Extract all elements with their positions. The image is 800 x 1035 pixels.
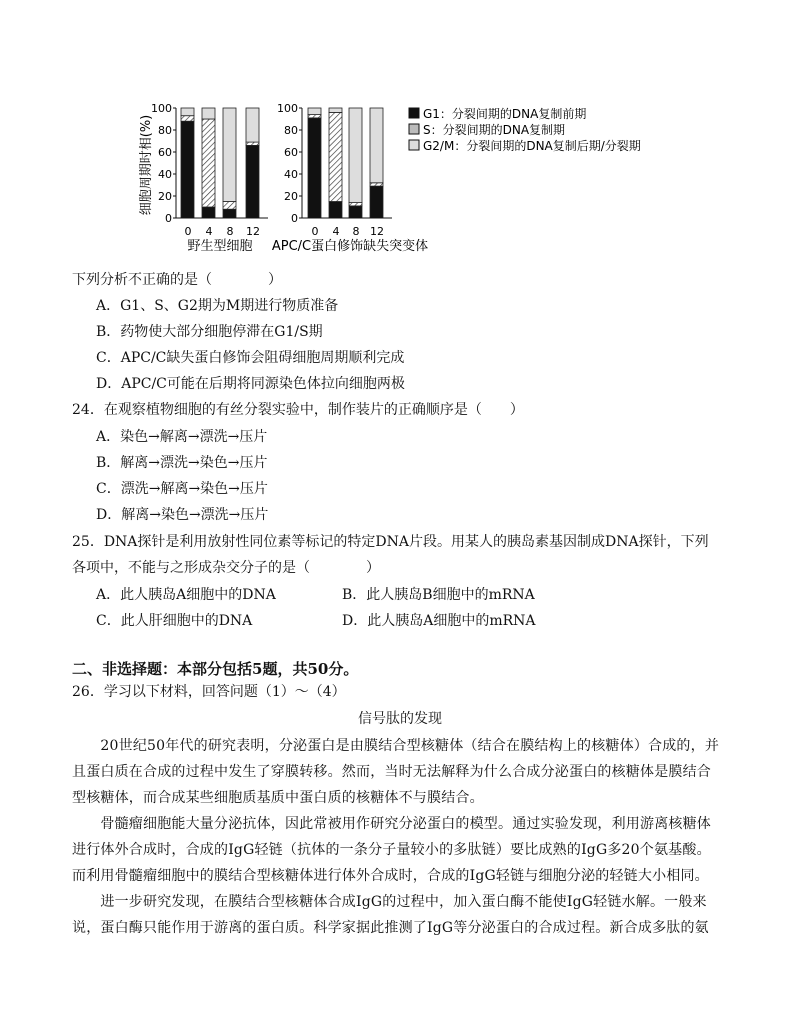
xtick-left-4: 4 (205, 225, 213, 238)
bar-mutant-12-g1 (370, 186, 383, 218)
article-line-4: 骨髓瘤细胞能大量分泌抗体，因此常被用作研究分泌蛋白的模型。通过实验发现，利用游离核糖体 (72, 816, 711, 832)
bar-mutant-12-s (370, 183, 383, 186)
q24-option-b: B．解离→漂洗→染色→压片 (96, 455, 268, 471)
q25-stem-line2: 各项中，不能与之形成杂交分子的是（ ） (72, 560, 380, 576)
q25-stem-line1: 25．DNA探针是利用放射性同位素等标记的特定DNA片段。用某人的胰岛素基因制成DNA探针，下列 (72, 534, 709, 550)
bar-wildtype-12-g1 (246, 145, 259, 218)
legend-swatch-g1 (409, 108, 419, 118)
bar-mutant-8-g1 (349, 206, 362, 218)
q23-option-d: D．APC/C可能在后期将同源染色体拉向细胞两极 (96, 376, 405, 392)
xtick-left-12: 12 (246, 225, 260, 238)
article-line-2: 且蛋白质在合成的过程中发生了穿膜转移。然而，当时无法解释为什么合成分泌蛋白的核糖体是膜结合 (72, 764, 711, 780)
bar-wildtype-0-s (181, 116, 194, 122)
ytick-left-60: 60 (158, 146, 172, 159)
q26-stem: 26．学习以下材料，回答问题（1）～（4） (72, 684, 346, 700)
article-line-6: 而利用骨髓瘤细胞中的膜结合型核糖体进行体外合成时，合成的IgG轻链与细胞分泌的轻链大小相同。 (72, 868, 709, 884)
section-heading: 二、非选择题：本部分包括5题，共50分。 (72, 660, 359, 678)
bar-wildtype-0-g2m (181, 108, 194, 116)
xtick-right-0: 0 (311, 225, 319, 238)
bar-wildtype-8-s (223, 202, 236, 210)
group-label-wildtype: 野生型细胞 (187, 239, 253, 254)
bar-wildtype-4-g2m (202, 108, 215, 119)
legend-label-g2m: G2/M：分裂间期的DNA复制后期/分裂期 (423, 139, 641, 153)
q23-stem: 下列分析不正确的是（ ） (72, 272, 282, 288)
article-line-5: 进行体外合成时，合成的IgG轻链（抗体的一条分子量较小的多肽链）要比成熟的IgG多20个氨基酸。 (72, 842, 711, 858)
group-label-mutant: APC/C蛋白修饰缺失突变体 (271, 239, 429, 254)
ytick-right-0: 0 (291, 212, 298, 225)
bar-mutant-4-g2m (329, 108, 342, 112)
ytick-right-80: 80 (284, 124, 298, 137)
legend-label-g1: G1：分裂间期的DNA复制前期 (423, 107, 587, 121)
bar-wildtype-8-g2m (223, 108, 236, 202)
q23-option-c: C．APC/C缺失蛋白修饰会阻碍细胞周期顺利完成 (96, 350, 405, 366)
ytick-left-0: 0 (165, 212, 172, 225)
bar-wildtype-8-g1 (223, 209, 236, 218)
bar-mutant-8-s (349, 203, 362, 206)
legend-swatch-g2m (409, 140, 419, 150)
bar-wildtype-4-s (202, 119, 215, 207)
q23-option-b: B．药物使大部分细胞停滞在G1/S期 (96, 324, 323, 340)
article-line-3: 型核糖体，而合成某些细胞质基质中蛋白质的核糖体不与膜结合。 (72, 790, 484, 806)
article-line-7: 进一步研究发现，在膜结合型核糖体合成IgG的过程中，加入蛋白酶不能使IgG轻链水解。一般来 (72, 894, 707, 910)
ytick-left-40: 40 (158, 168, 172, 181)
q25-option-c: C．此人肝细胞中的DNA (96, 613, 253, 629)
bar-mutant-0-s (308, 115, 321, 118)
legend-label-s: S：分裂间期的DNA复制期 (423, 123, 566, 137)
bar-mutant-4-g1 (329, 202, 342, 219)
bar-wildtype-0-g1 (181, 121, 194, 218)
article-title: 信号肽的发现 (358, 711, 442, 727)
bar-wildtype-4-g1 (202, 207, 215, 218)
q24-option-d: D．解离→染色→漂洗→压片 (96, 507, 269, 523)
y-axis-label: 细胞周期时相(%) (139, 114, 154, 216)
legend-swatch-s (409, 124, 419, 134)
ytick-left-100: 100 (151, 102, 172, 115)
xtick-right-8: 8 (352, 225, 360, 238)
q23-option-a: A．G1、S、G2期为M期进行物质准备 (96, 298, 339, 314)
ytick-right-60: 60 (284, 146, 298, 159)
bar-mutant-0-g1 (308, 118, 321, 218)
xtick-right-12: 12 (370, 225, 384, 238)
xtick-right-4: 4 (332, 225, 340, 238)
article-line-1: 20世纪50年代的研究表明，分泌蛋白是由膜结合型核糖体（结合在膜结构上的核糖体）合成的，并 (72, 738, 720, 754)
bar-wildtype-12-g2m (246, 108, 259, 142)
q25-option-b: B．此人胰岛B细胞中的mRNA (342, 587, 535, 603)
bar-mutant-12-g2m (370, 108, 383, 183)
article-line-8: 说，蛋白酶只能作用于游离的蛋白质。科学家据此推测了IgG等分泌蛋白的合成过程。新合成多肽的氨 (72, 920, 709, 936)
bar-mutant-0-g2m (308, 108, 321, 115)
bar-wildtype-12-s (246, 142, 259, 145)
ytick-left-80: 80 (158, 124, 172, 137)
ytick-right-100: 100 (277, 102, 298, 115)
bar-mutant-4-s (329, 112, 342, 201)
ytick-right-20: 20 (284, 190, 298, 203)
q25-option-a: A．此人胰岛A细胞中的DNA (96, 587, 276, 603)
ytick-right-40: 40 (284, 168, 298, 181)
xtick-left-0: 0 (184, 225, 192, 238)
xtick-left-8: 8 (226, 225, 234, 238)
bar-mutant-8-g2m (349, 108, 362, 203)
cell-cycle-chart (0, 0, 800, 265)
q25-option-d: D．此人胰岛A细胞中的mRNA (342, 613, 536, 629)
q24-option-a: A．染色→解离→漂洗→压片 (96, 429, 268, 445)
q24-option-c: C．漂洗→解离→染色→压片 (96, 481, 268, 497)
ytick-left-20: 20 (158, 190, 172, 203)
q24-stem: 24．在观察植物细胞的有丝分裂实验中，制作装片的正确顺序是（ ） (72, 402, 524, 418)
